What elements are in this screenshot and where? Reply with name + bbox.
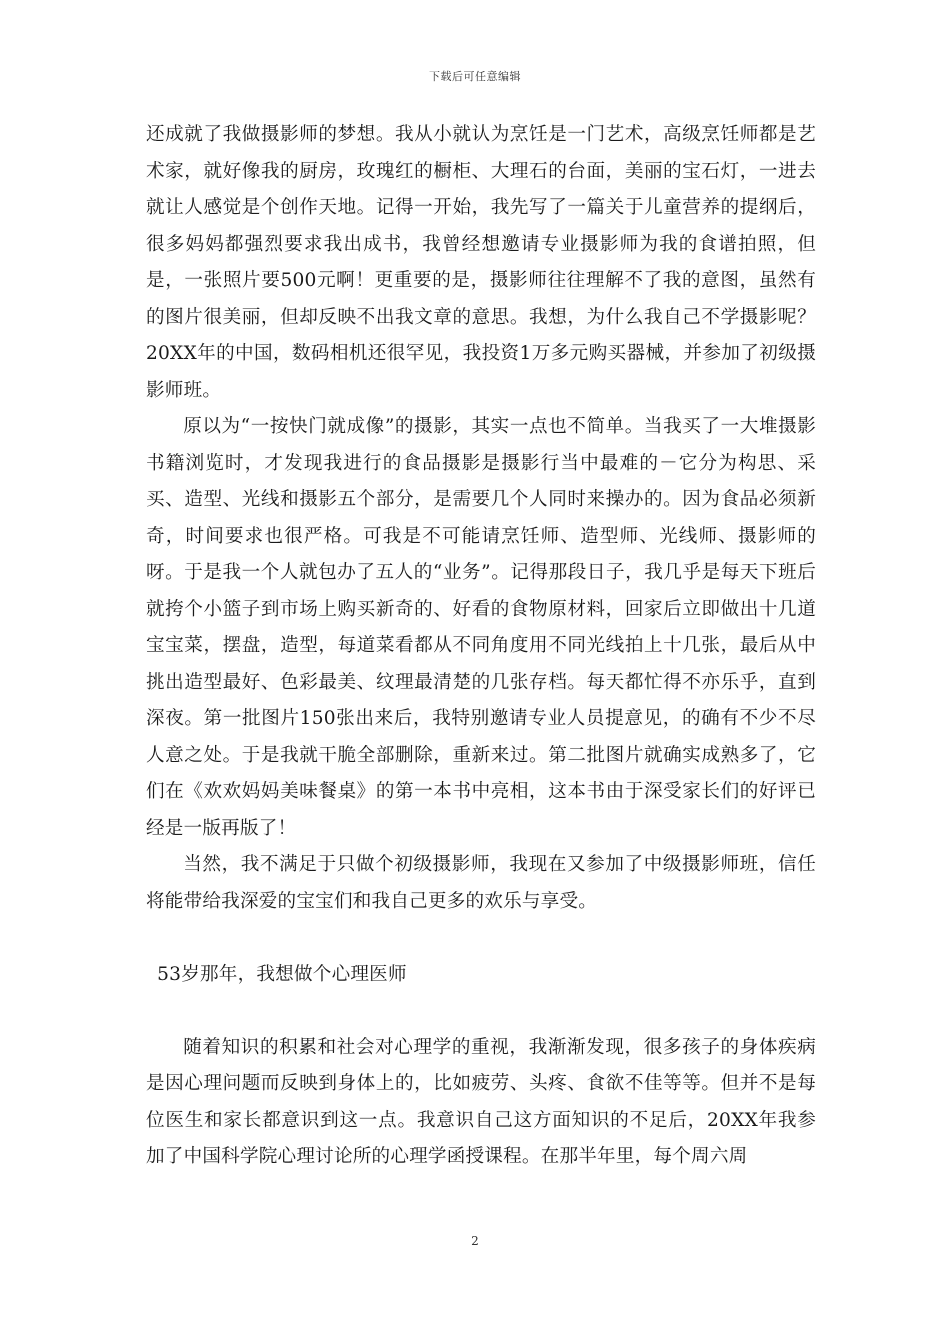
paragraph-continued: 还成就了我做摄影师的梦想。我从小就认为烹饪是一门艺术，高级烹饪师都是艺术家，就好像我的厨房，玫瑰红的橱柜、大理石的台面，美丽的宝石灯，一进去就让人感觉是个创作天地。记得一开始，我先写了一篇关于儿童营养的提纲后，很多妈妈都强烈要求我出成书，我曾经想邀请专业摄影师为我的食谱拍照，但是，一张照片要500元啊！更重要的是，摄影师往往理解不了我的意图，虽然有的图片很美丽，但却反映不出我文章的意思。我想，为什么我自己不学摄影呢？20XX年的中国，数码相机还很罕见，我投资1万多元购买器械，并参加了初级摄影师班。 <box>146 124 816 401</box>
paragraph: 随着知识的积累和社会对心理学的重视，我渐渐发现，很多孩子的身体疾病是因心理问题而反映到身体上的，比如疲劳、头疼、食欲不佳等等。但并不是每位医生和家长都意识到这一点。我意识自己这方面知识的不足后，20XX年我参加了中国科学院心理讨论所的心理学函授课程。在那半年里，每个周六周 <box>146 1036 816 1167</box>
page-header: 下载后可任意编辑 <box>429 70 521 83</box>
paragraph: 原以为“一按快门就成像”的摄影，其实一点也不简单。当我买了一大堆摄影书籍浏览时，才发现我进行的食品摄影是摄影行当中最难的－它分为构思、采买、造型、光线和摄影五个部分，是需要几个人同时来操办的。因为食品必须新奇，时间要求也很严格。可我是不可能请烹饪师、造型师、光线师、摄影师的呀。于是我一个人就包办了五人的“业务”。记得那段日子，我几乎是每天下班后就挎个小篮子到市场上购买新奇的、好看的食物原材料，回家后立即做出十几道宝宝菜，摆盘，造型，每道菜看都从不同角度用不同光线拍上十几张，最后从中挑出造型最好、色彩最美、纹理最清楚的几张存档。每天都忙得不亦乐乎，直到深夜。第一批图片150张出来后，我特别邀请专业人员提意见，的确有不少不尽人意之处。于是我就干脆全部删除，重新来过。第二批图片就确实成熟多了，它们在《欢欢妈妈美味餐桌》的第一本书中亮相，这本书由于深受家长们的好评已经是一版再版了！ <box>146 416 816 839</box>
document-body <box>146 117 816 1176</box>
section-heading: 53岁那年，我想做个心理医师 <box>157 963 407 985</box>
paragraph: 当然，我不满足于只做个初级摄影师，我现在又参加了中级摄影师班，信任将能带给我深爱的宝宝们和我自己更多的欢乐与享受。 <box>146 854 816 912</box>
page-number: 2 <box>471 1234 479 1248</box>
